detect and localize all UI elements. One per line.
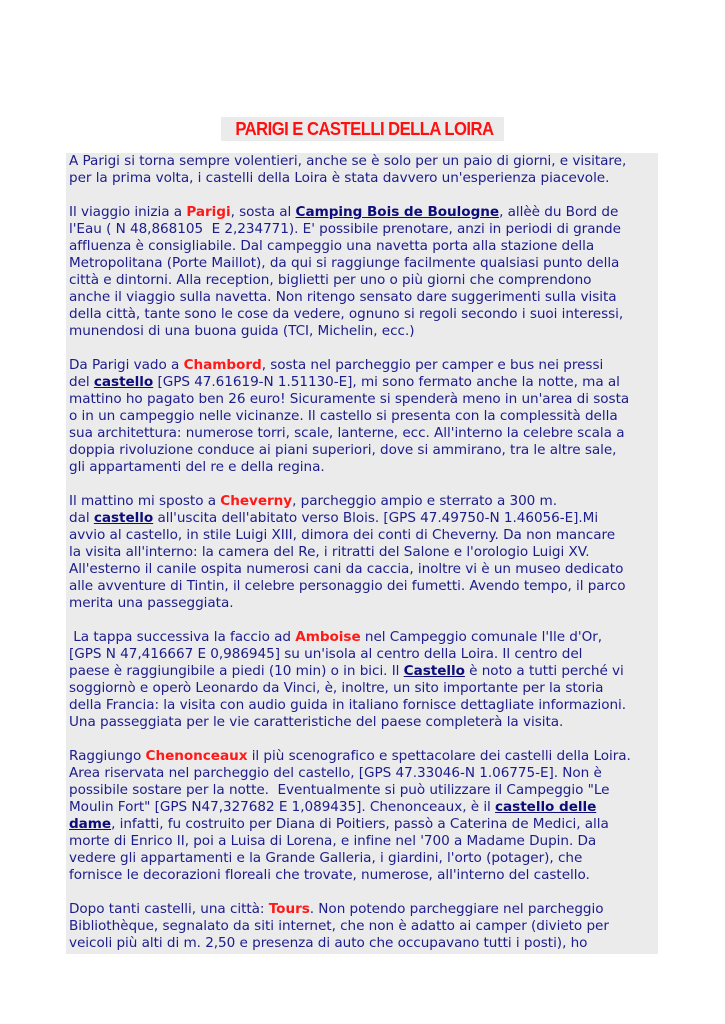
text-segment: , parcheggio ampio e sterrato a 300 m. (292, 493, 558, 509)
text-segment: Area riservata nel parcheggio del castello, [GPS 47.33046-N 1.06775-E]. Non è (69, 765, 602, 781)
castle-link[interactable]: castello delle (495, 799, 597, 815)
text-segment: Dopo tanti castelli, una città: (69, 901, 269, 917)
text-segment: alle avventure di Tintin, il celebre personaggio dei fumetti. Avendo tempo, il parco (69, 578, 626, 594)
text-line (69, 204, 669, 221)
text-segment: anche il viaggio sulla navetta. Non ritengo sensato dare suggerimenti sulla visita (69, 289, 617, 305)
text-line (69, 374, 669, 391)
text-line (69, 170, 669, 187)
text-segment: Bibliothèque, segnalato da siti internet, che non è adatto ai camper (divieto per (69, 918, 609, 934)
text-line (69, 323, 669, 340)
text-line (69, 408, 669, 425)
text-segment: munendosi di una buona guida (TCI, Michelin, ecc.) (69, 323, 415, 339)
text-segment: Moulin Fort" [GPS N47,327682 E 1,089435]. Chenonceaux, è il (69, 799, 496, 815)
text-segment: la visita all'interno: la camera del Re, i ritratti del Salone e l'orologio Luigi XV. (69, 544, 590, 560)
text-line (69, 459, 669, 476)
paragraph (69, 153, 669, 187)
page-title: PARIGI E CASTELLI DELLA LOIRA (235, 118, 494, 139)
paragraph (69, 204, 669, 340)
text-line (69, 816, 669, 833)
text-segment: La tappa successiva la faccio ad (69, 629, 296, 645)
text-line (69, 289, 669, 306)
text-line (69, 595, 669, 612)
text-line (69, 153, 669, 170)
text-segment: Da Parigi vado a (69, 357, 184, 373)
text-segment: , sosta nel parcheggio per camper e bus nei pressi (261, 357, 604, 373)
text-line (69, 425, 669, 442)
text-line (69, 799, 669, 816)
text-segment: Una passeggiata per le vie caratteristiche del paese completerà la visita. (69, 714, 564, 730)
text-segment: dal (69, 510, 94, 526)
text-segment: è noto a tutti perché vi (464, 663, 624, 679)
text-segment: paese è raggiungibile a piedi (10 min) o in bici. Il (69, 663, 404, 679)
text-segment: , allèè du Bord de (499, 204, 619, 220)
title-banner (221, 117, 504, 141)
text-segment: Raggiungo (69, 748, 146, 764)
text-segment: soggiornò e operò Leonardo da Vinci, è, inoltre, un sito importante per la storia (69, 680, 604, 696)
place-name-highlight: Parigi (186, 204, 231, 220)
text-segment: mattino ho pagato ben 26 euro! Sicuramente si spenderà meno in un'area di sosta (69, 391, 630, 407)
text-line (69, 629, 669, 646)
castle-link[interactable]: castello (93, 510, 154, 526)
text-segment: [GPS N 47,416667 E 0,986945] su un'isola al centro della Loira. Il centro del (69, 646, 583, 662)
text-line (69, 646, 669, 663)
castle-link[interactable]: Castello (403, 663, 465, 679)
text-line (69, 442, 669, 459)
text-segment: A Parigi si torna sempre volentieri, anche se è solo per un paio di giorni, e visitare, (69, 153, 627, 169)
text-line (69, 391, 669, 408)
text-segment: . Non potendo parcheggiare nel parcheggio (309, 901, 604, 917)
text-segment: All'esterno il canile ospita numerosi cani da caccia, inoltre vi è un museo dedicato (69, 561, 624, 577)
text-line (69, 561, 669, 578)
text-segment: città e dintorni. Alla reception, biglietti per uno o più giorni che comprendono (69, 272, 592, 288)
castle-link[interactable]: dame (69, 816, 112, 832)
paragraph (69, 901, 669, 952)
text-segment: , sosta al (230, 204, 296, 220)
place-name-highlight: Amboise (295, 629, 361, 645)
text-line (69, 782, 669, 799)
text-line (69, 221, 669, 238)
text-segment: nel Campeggio comunale l'Ile d'Or, (360, 629, 603, 645)
text-segment: il più scenografico e spettacolare dei castelli della Loira. (247, 748, 631, 764)
text-line (69, 663, 669, 680)
text-line (69, 680, 669, 697)
text-line (69, 850, 669, 867)
text-segment: gli appartamenti del re e della regina. (69, 459, 325, 475)
text-line (69, 510, 669, 527)
paragraph (69, 493, 669, 612)
text-segment: all'uscita dell'abitato verso Blois. [GPS 47.49750-N 1.46056-E].Mi (153, 510, 599, 526)
text-line (69, 748, 669, 765)
text-segment: avvio al castello, in stile Luigi XIII, dimora dei conti di Cheverny. Da non mancare (69, 527, 616, 543)
castle-link[interactable]: Camping Bois de Boulogne (295, 204, 500, 220)
text-line (69, 714, 669, 731)
text-line (69, 765, 669, 782)
paragraph (69, 748, 669, 884)
text-line (69, 697, 669, 714)
text-segment: o in un campeggio nelle vicinanze. Il castello si presenta con la complessità della (69, 408, 618, 424)
text-segment: vedere gli appartamenti e la Grande Galleria, i giardini, l'orto (potager), che (69, 850, 583, 866)
text-line (69, 493, 669, 510)
text-segment: della Francia: la visita con audio guida in italiano fornisce dettagliate informazioni. (69, 697, 627, 713)
text-line (69, 238, 669, 255)
text-segment: l'Eau ( N 48,868105 E 2,234771). E' possibile prenotare, anzi in periodi di grande (69, 221, 621, 237)
text-segment: Il viaggio inizia a (69, 204, 187, 220)
text-segment: merita una passeggiata. (69, 595, 234, 611)
article-body (69, 153, 669, 969)
text-segment: sua architettura: numerose torri, scale, lanterne, ecc. All'interno la celebre scala a (69, 425, 625, 441)
paragraph (69, 357, 669, 476)
text-line (69, 255, 669, 272)
text-line (69, 357, 669, 374)
text-segment: doppia rivoluzione conduce ai piani superiori, dove si ammirano, tra le altre sale, (69, 442, 617, 458)
text-line (69, 578, 669, 595)
castle-link[interactable]: castello (93, 374, 154, 390)
text-segment: , infatti, fu costruito per Diana di Poitiers, passò a Caterina de Medici, alla (111, 816, 609, 832)
text-line (69, 306, 669, 323)
text-segment: Metropolitana (Porte Maillot), da qui si raggiunge facilmente qualsiasi punto della (69, 255, 620, 271)
place-name-highlight: Tours (268, 901, 310, 917)
text-segment: fornisce le decorazioni floreali che trovate, numerose, all'interno del castello. (69, 867, 590, 883)
text-line (69, 527, 669, 544)
text-segment: veicoli più alti di m. 2,50 e presenza di auto che occupavano tutti i posti), ho (69, 935, 588, 951)
text-line (69, 918, 669, 935)
text-segment: del (69, 374, 94, 390)
place-name-highlight: Chambord (183, 357, 262, 373)
text-line (69, 272, 669, 289)
text-line (69, 935, 669, 952)
text-segment: per la prima volta, i castelli della Loira è stata davvero un'esperienza piacevole. (69, 170, 610, 186)
text-line (69, 867, 669, 884)
place-name-highlight: Cheverny (220, 493, 293, 509)
text-segment: [GPS 47.61619-N 1.51130-E], mi sono fermato anche la notte, ma al (153, 374, 620, 390)
text-line (69, 544, 669, 561)
text-segment: possibile sostare per la notte. Eventualmente si può utilizzare il Campeggio "Le (69, 782, 610, 798)
text-line (69, 833, 669, 850)
text-segment: affluenza è consigliabile. Dal campeggio una navetta porta alla stazione della (69, 238, 595, 254)
place-name-highlight: Chenonceaux (145, 748, 248, 764)
text-segment: morte di Enrico II, poi a Luisa di Lorena, e infine nel '700 a Madame Dupin. Da (69, 833, 597, 849)
text-segment: Il mattino mi sposto a (69, 493, 221, 509)
text-line (69, 901, 669, 918)
paragraph (69, 629, 669, 731)
text-segment: della città, tante sono le cose da vedere, ognuno si regoli secondo i suoi interessi, (69, 306, 624, 322)
